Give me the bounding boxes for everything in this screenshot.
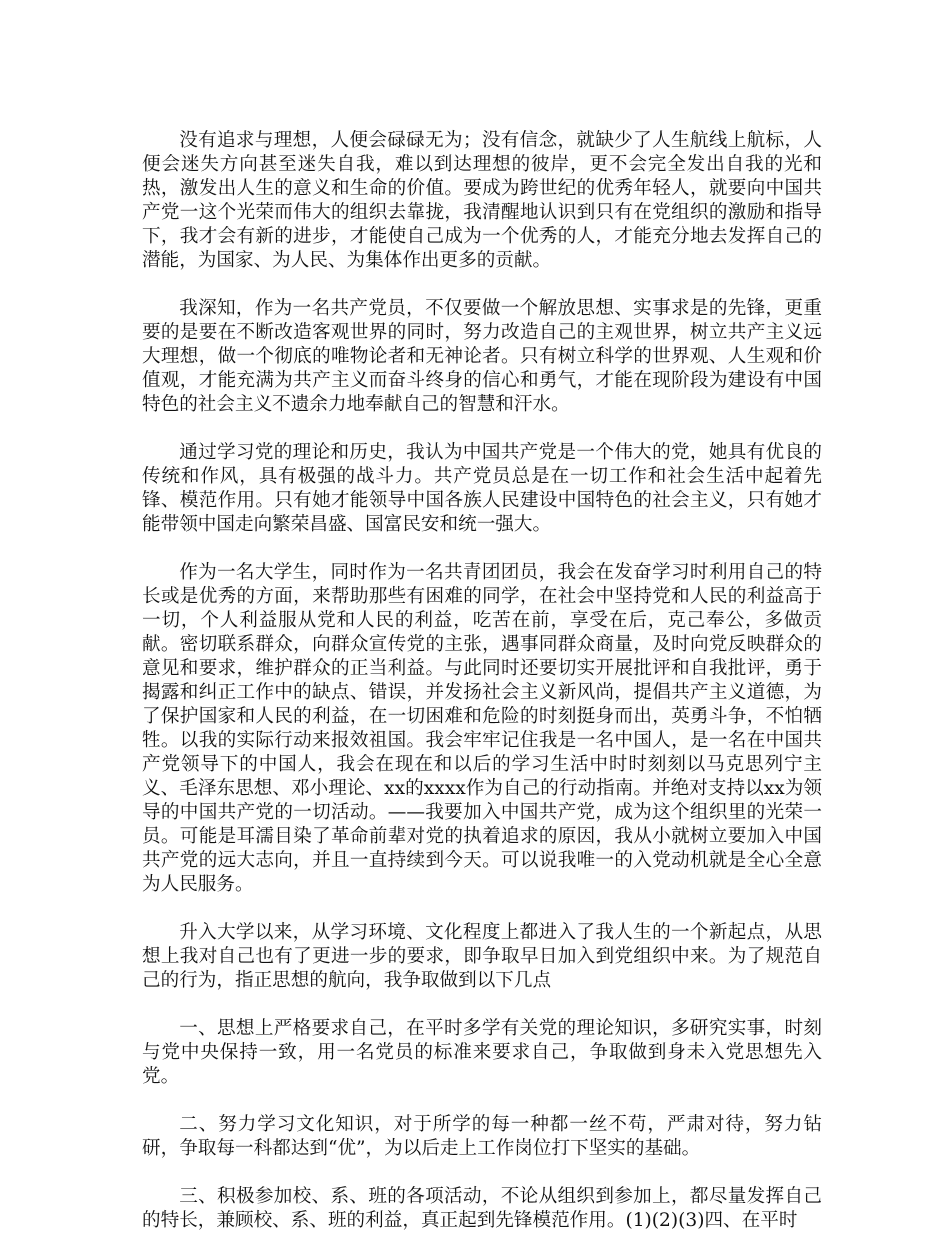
document-body (142, 129, 822, 1257)
paragraph-3: 通过学习党的理论和历史，我认为中国共产党是一个伟大的党，她具有优良的传统和作风，具有极强的战斗力。共产党员总是在一切工作和社会生活中起着先锋、模范作用。只有她才能领导中国各族人民建设中国特色的社会主义，只有她才能带领中国走向繁荣昌盛、国富民安和统一强大。 (142, 442, 822, 535)
paragraph-2: 我深知，作为一名共产党员，不仅要做一个解放思想、实事求是的先锋，更重要的是要在不断改造客观世界的同时，努力改造自己的主观世界，树立共产主义远大理想，做一个彻底的唯物论者和无神论者。只有树立科学的世界观、人生观和价值观，才能充满为共产主义而奋斗终身的信心和勇气，才能在现阶段为建设有中国特色的社会主义不遗余力地奉献自己的智慧和汗水。 (142, 298, 822, 415)
paragraph-7: 二、努力学习文化知识，对于所学的每一种都一丝不苟，严肃对待，努力钻研，争取每一科都达到“优”，为以后走上工作岗位打下坚实的基础。 (142, 1114, 822, 1159)
paragraph-8: 三、积极参加校、系、班的各项活动，不论从组织到参加上，都尽量发挥自己的特长，兼顾校、系、班的利益，真正起到先锋模范作用。(1)(2)(3)四、在平时 (142, 1186, 822, 1231)
paragraph-4: 作为一名大学生，同时作为一名共青团团员，我会在发奋学习时利用自己的特长或是优秀的方面，来帮助那些有困难的同学，在社会中坚持党和人民的利益高于一切，个人利益服从党和人民的利益，吃苦在前，享受在后，克己奉公，多做贡献。密切联系群众，向群众宣传党的主张，遇事同群众商量，及时向党反映群众的意见和要求，维护群众的正当利益。与此同时还要切实开展批评和自我批评，勇于揭露和纠正工作中的缺点、错误，并发扬社会主义新风尚，提倡共产主义道德，为了保护国家和人民的利益，在一切困难和危险的时刻挺身而出，英勇斗争，不怕牺牲。以我的实际行动来报效祖国。我会牢牢记住我是一名中国人，是一名在中国共产党领导下的中国人，我会在现在和以后的学习生活中时时刻刻以马克思列宁主义、毛泽东思想、邓小理论、xx的xxxx作为自己的行动指南。并绝对支持以xx为领导的中国共产党的一切活动。——我要加入中国共产党，成为这个组织里的光荣一员。可能是耳濡目染了革命前辈对党的执着追求的原因，我从小就树立要加入中国共产党的远大志向，并且一直持续到今天。可以说我唯一的入党动机就是全心全意为人民服务。 (142, 562, 822, 895)
paragraph-5: 升入大学以来，从学习环境、文化程度上都进入了我人生的一个新起点，从思想上我对自己也有了更进一步的要求，即争取早日加入到党组织中来。为了规范自己的行为，指正思想的航向，我争取做到以下几点 (142, 922, 822, 991)
paragraph-1: 没有追求与理想，人便会碌碌无为；没有信念，就缺少了人生航线上航标，人便会迷失方向甚至迷失自我，难以到达理想的彼岸，更不会完全发出自我的光和热，激发出人生的意义和生命的价值。要成为跨世纪的优秀年轻人，就要向中国共产党一这个光荣而伟大的组织去靠拢，我清醒地认识到只有在党组织的激励和指导下，我才会有新的进步，才能使自己成为一个优秀的人，才能充分地去发挥自己的潜能，为国家、为人民、为集体作出更多的贡献。 (142, 130, 822, 271)
paragraph-6: 一、思想上严格要求自己，在平时多学有关党的理论知识，多研究实事，时刻与党中央保持一致，用一名党员的标准来要求自己，争取做到身未入党思想先入党。 (142, 1018, 822, 1087)
